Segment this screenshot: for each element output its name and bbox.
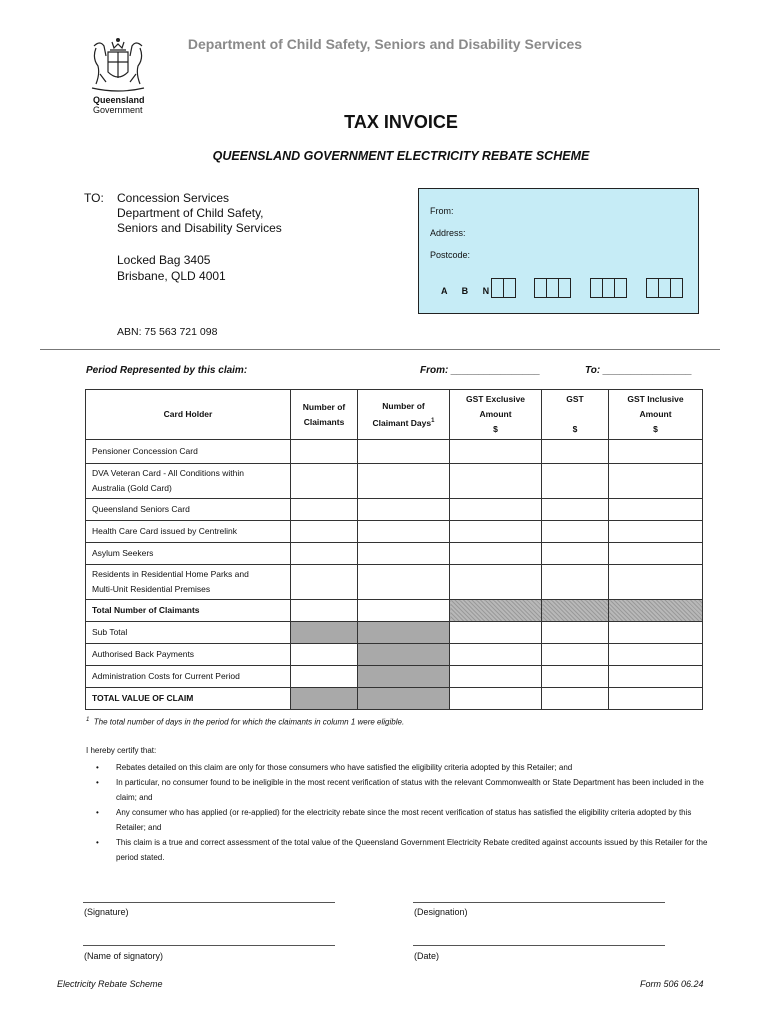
input-cell[interactable]: [450, 521, 542, 543]
row-label: Pensioner Concession Card: [86, 440, 291, 464]
to-line: Seniors and Disability Services: [117, 221, 282, 235]
page-title: TAX INVOICE: [344, 112, 458, 132]
row-label: Queensland Seniors Card: [86, 499, 291, 521]
logo-line-1: Queensland: [93, 95, 145, 105]
input-cell[interactable]: [450, 644, 542, 666]
row-label: Authorised Back Payments: [86, 644, 291, 666]
input-cell[interactable]: [609, 440, 703, 464]
signature-line[interactable]: [83, 902, 335, 903]
input-cell[interactable]: [450, 440, 542, 464]
footnote: $^1$ The total number of days in the period for which the claimants in column 1 were eligible.: [86, 717, 405, 727]
table-row: [86, 600, 703, 622]
shaded-cell: [358, 644, 450, 666]
divider: [40, 349, 720, 350]
input-cell[interactable]: [542, 499, 609, 521]
postcode-field[interactable]: Postcode:: [430, 250, 471, 260]
table-row: [86, 622, 703, 644]
input-cell[interactable]: [609, 521, 703, 543]
input-cell[interactable]: [450, 565, 542, 600]
input-cell[interactable]: [450, 543, 542, 565]
input-cell[interactable]: [542, 565, 609, 600]
abn-digit-group[interactable]: [590, 278, 626, 298]
claims-table: [85, 389, 703, 710]
input-cell[interactable]: [291, 464, 358, 499]
table-row: [86, 499, 703, 521]
recipient-abn: ABN: 75 563 721 098: [117, 326, 218, 338]
shaded-cell: [291, 688, 358, 710]
input-cell[interactable]: [542, 622, 609, 644]
name-label: (Name of signatory): [84, 951, 164, 961]
shaded-cell: [609, 600, 703, 622]
input-cell[interactable]: [450, 666, 542, 688]
list-item: • Rebates detailed on this claim are only for those consumers who have satisfied the eligibility criteria adopted by this Retailer; and: [96, 760, 716, 775]
row-label: Total Number of Claimants: [86, 600, 291, 622]
input-cell[interactable]: [609, 565, 703, 600]
input-cell[interactable]: [609, 644, 703, 666]
abn-digit-group[interactable]: [534, 278, 570, 298]
input-cell[interactable]: [291, 565, 358, 600]
certify-list: [96, 760, 716, 865]
shaded-cell: [358, 688, 450, 710]
designation-label: (Designation): [414, 907, 468, 917]
abn-label: A B N: [441, 286, 496, 296]
table-row: [86, 688, 703, 710]
input-cell[interactable]: [291, 666, 358, 688]
department-name: Department of Child Safety, Seniors and Disability Services: [187, 36, 583, 52]
header-claimants: Number of Claimants: [291, 390, 358, 440]
period-from-field[interactable]: From: ________________: [420, 365, 541, 376]
list-item: • In particular, no consumer found to be ineligible in the most recent verification of status with the relevant Commonwealth or State Department has been included in the claim; and: [96, 775, 716, 805]
input-cell[interactable]: [450, 688, 542, 710]
input-cell[interactable]: [542, 440, 609, 464]
abn-digit-group[interactable]: [646, 278, 682, 298]
to-label: TO:: [84, 191, 104, 205]
row-label: Asylum Seekers: [86, 543, 291, 565]
postal-address: [117, 252, 226, 284]
shaded-cell: [291, 622, 358, 644]
table-row: [86, 440, 703, 464]
input-cell[interactable]: [450, 622, 542, 644]
header-claimant-days: Number of Claimant Days$^1$: [358, 390, 450, 440]
postal-line: Brisbane, QLD 4001: [117, 269, 226, 283]
period-to-field[interactable]: To: ________________: [585, 365, 692, 376]
address-field[interactable]: Address:: [430, 228, 466, 238]
input-cell[interactable]: [358, 565, 450, 600]
row-label: DVA Veteran Card - All Conditions within Australia (Gold Card): [86, 464, 291, 499]
table-row: [86, 644, 703, 666]
certify-intro: I hereby certify that:: [86, 746, 157, 755]
postal-line: Locked Bag 3405: [117, 253, 211, 267]
input-cell[interactable]: [291, 543, 358, 565]
input-cell[interactable]: [542, 521, 609, 543]
header-gst: GST $: [542, 390, 609, 440]
input-cell[interactable]: [609, 543, 703, 565]
logo-line-2: Government: [93, 105, 143, 115]
input-cell[interactable]: [542, 666, 609, 688]
input-cell[interactable]: [450, 464, 542, 499]
table-row: [86, 666, 703, 688]
input-cell[interactable]: [609, 666, 703, 688]
abn-digit-group[interactable]: [491, 278, 515, 298]
input-cell[interactable]: [291, 600, 358, 622]
row-label: Residents in Residential Home Parks and Multi-Unit Residential Premises: [86, 565, 291, 600]
shaded-cell: [450, 600, 542, 622]
input-cell[interactable]: [291, 499, 358, 521]
name-line[interactable]: [83, 945, 335, 946]
queensland-crest-logo: [86, 34, 150, 96]
input-cell[interactable]: [291, 644, 358, 666]
to-address-block: [117, 191, 282, 236]
page-subtitle: QUEENSLAND GOVERNMENT ELECTRICITY REBATE SCHEME: [212, 149, 590, 163]
row-label: Administration Costs for Current Period: [86, 666, 291, 688]
date-label: (Date): [414, 951, 440, 961]
shaded-cell: [358, 666, 450, 688]
list-item: • Any consumer who has applied (or re-applied) for the electricity rebate since the most recent verification of status has satisfied the eligibility criteria adopted by this Retailer; and: [96, 805, 716, 835]
input-cell[interactable]: [358, 440, 450, 464]
table-header-row: [86, 390, 703, 440]
date-line[interactable]: [413, 945, 665, 946]
table-row: [86, 565, 703, 600]
row-label: Sub Total: [86, 622, 291, 644]
header-gst-inclusive: GST Inclusive Amount $: [609, 390, 703, 440]
header-gst-exclusive: GST Exclusive Amount $: [450, 390, 542, 440]
input-cell[interactable]: [542, 688, 609, 710]
input-cell[interactable]: [358, 521, 450, 543]
shaded-cell: [542, 600, 609, 622]
to-line: Concession Services: [117, 191, 230, 205]
input-cell[interactable]: [291, 440, 358, 464]
signature-label: (Signature): [84, 907, 129, 917]
input-cell[interactable]: [291, 521, 358, 543]
to-line: Department of Child Safety,: [117, 206, 264, 220]
input-cell[interactable]: [609, 622, 703, 644]
input-cell[interactable]: [542, 644, 609, 666]
input-cell[interactable]: [542, 464, 609, 499]
footer-left: Electricity Rebate Scheme: [57, 979, 163, 989]
from-field[interactable]: From:: [430, 206, 454, 216]
row-label: Health Care Card issued by Centrelink: [86, 521, 291, 543]
table-row: [86, 464, 703, 499]
shaded-cell: [358, 622, 450, 644]
input-cell[interactable]: [450, 499, 542, 521]
input-cell[interactable]: [358, 464, 450, 499]
table-row: [86, 521, 703, 543]
table-row: [86, 543, 703, 565]
from-box: [418, 188, 699, 314]
input-cell[interactable]: [609, 688, 703, 710]
input-cell[interactable]: [358, 600, 450, 622]
input-cell[interactable]: [609, 464, 703, 499]
header-card-holder: Card Holder: [86, 390, 291, 440]
input-cell[interactable]: [609, 499, 703, 521]
period-label: Period Represented by this claim:: [86, 365, 248, 376]
input-cell[interactable]: [358, 499, 450, 521]
input-cell[interactable]: [358, 543, 450, 565]
footer-right: Form 506 06.24: [640, 979, 704, 989]
list-item: • This claim is a true and correct assessment of the total value of the Queensland Government Electricity Rebate credited against accounts issued by this Retailer for the period stated.: [96, 835, 716, 865]
designation-line[interactable]: [413, 902, 665, 903]
input-cell[interactable]: [542, 543, 609, 565]
row-label: TOTAL VALUE OF CLAIM: [86, 688, 291, 710]
